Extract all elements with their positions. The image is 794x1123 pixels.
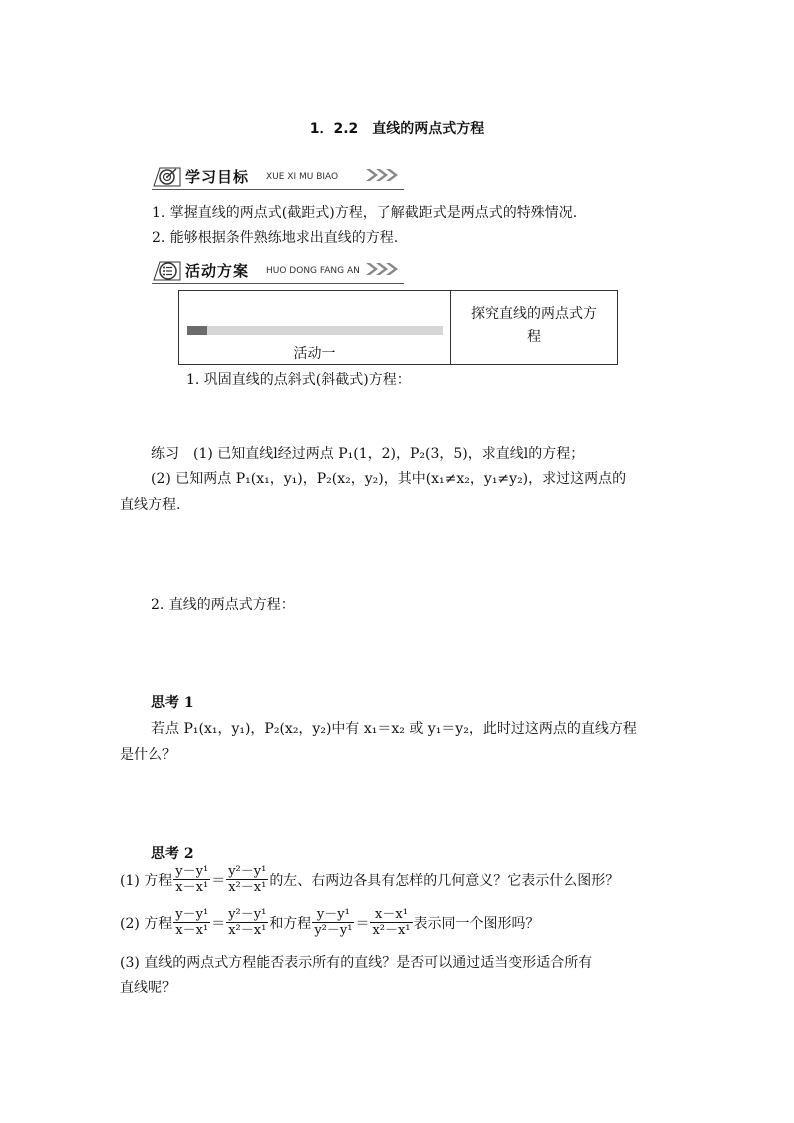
activity-topic-line1: 探究直线的两点式方 [471, 306, 597, 322]
objectives-pinyin: XUE XI MU BIAO [266, 172, 339, 182]
practice-q1-row [151, 443, 584, 463]
fraction-denominator: x－x¹ [175, 923, 209, 938]
think2-q2-mid: 和方程 [269, 915, 312, 932]
think2-q3-line1: (3) 直线的两点式方程能否表示所有的直线？是否可以通过适当变形适合所有 [120, 955, 593, 971]
think2-q2-suffix: 表示同一个图形吗？ [413, 915, 540, 932]
fraction [370, 907, 412, 938]
activity-progress-fill [187, 326, 207, 335]
fraction-denominator: x²－x¹ [372, 923, 411, 938]
equals-sign: ＝ [211, 915, 226, 932]
activity-topic [451, 291, 617, 364]
think2-q3-line2: 直线呢？ [120, 980, 176, 996]
equals-sign: ＝ [211, 872, 226, 889]
target-icon [152, 164, 182, 188]
fraction [173, 907, 210, 938]
fraction-numerator: y－y¹ [175, 864, 209, 879]
objective-1: 1. 掌握直线的两点式(截距式)方程，了解截距式是两点式的特殊情况. [152, 205, 578, 221]
item-2: 2. 直线的两点式方程： [151, 597, 295, 613]
think2-q2-prefix: (2) 方程 [120, 915, 173, 932]
fraction-numerator: x－x¹ [370, 907, 412, 923]
fraction [173, 864, 210, 895]
think2-label: 思考 2 [151, 846, 194, 862]
chevrons-icon [364, 166, 404, 184]
think2-q1-suffix: 的左、右两边各具有怎样的几何意义？它表示什么图形？ [269, 872, 620, 889]
activity-table [178, 290, 618, 365]
practice-q1: (1) 已知直线l经过两点 P₁(1，2)，P₂(3，5)，求直线l的方程； [193, 446, 585, 462]
objectives-banner [152, 164, 404, 190]
fraction-denominator: x²－x¹ [228, 923, 267, 938]
think1-line2: 是什么？ [120, 747, 176, 763]
objectives-label: 学习目标 [185, 168, 250, 186]
page-title: 1．2.2 直线的两点式方程 [309, 121, 485, 137]
activity-cell [179, 291, 451, 364]
list-icon [152, 258, 182, 282]
activity-title: 活动一 [293, 346, 336, 362]
fraction-numerator: y－y¹ [312, 907, 354, 923]
think2-q2 [120, 907, 540, 938]
objective-2: 2. 能够根据条件熟练地求出直线的方程. [152, 230, 399, 246]
activity-pinyin: HUO DONG FANG AN [266, 266, 360, 276]
fraction [312, 907, 354, 938]
fraction-numerator: y－y¹ [175, 907, 209, 922]
equals-sign: ＝ [355, 915, 370, 932]
fraction-numerator: y²－y¹ [228, 864, 267, 879]
activity-topic-line2: 程 [527, 329, 541, 345]
think2-q1-prefix: (1) 方程 [120, 872, 173, 889]
activity-progress-bar [187, 326, 443, 335]
activity-banner [152, 258, 404, 284]
fraction [226, 907, 268, 938]
fraction-numerator: y²－y¹ [228, 907, 267, 922]
chevrons-icon [364, 260, 404, 278]
practice-q2-line1: (2) 已知两点 P₁(x₁，y₁)，P₂(x₂，y₂)，其中(x₁≠x₂，y₁≠y₂)，求过这两点的 [151, 471, 627, 487]
think1-label: 思考 1 [151, 695, 194, 711]
fraction-denominator: x－x¹ [175, 880, 209, 895]
item-1: 1. 巩固直线的点斜式(斜截式)方程： [186, 372, 411, 388]
practice-q2-line2: 直线方程. [120, 497, 181, 513]
practice-label: 练习 [151, 446, 179, 462]
activity-label: 活动方案 [185, 262, 250, 280]
think1-line1: 若点 P₁(x₁，y₁)，P₂(x₂，y₂)中有 x₁＝x₂ 或 y₁＝y₂，此时过这两点的直线方程 [151, 721, 637, 737]
think2-q1 [120, 864, 619, 895]
fraction [226, 864, 268, 895]
fraction-denominator: y²－y¹ [314, 923, 353, 938]
fraction-denominator: x²－x¹ [228, 880, 267, 895]
